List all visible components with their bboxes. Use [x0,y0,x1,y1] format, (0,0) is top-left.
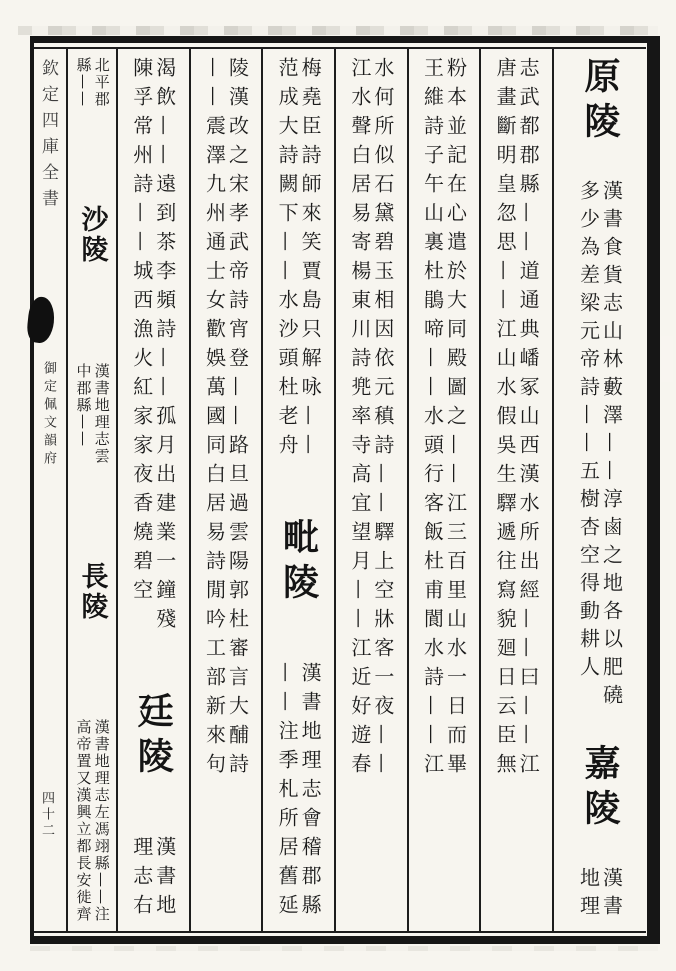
note-line-left: 縣—— [74,57,93,108]
annotation-note [276,57,321,463]
annotation-note [494,57,539,782]
page-frame [30,36,660,944]
note-line-left: 地理 [576,866,601,923]
folio-number: 四十二 [39,791,54,839]
annotation-note [131,57,176,637]
note-line-left: 江水聲白居易寄楊東川詩兠率寺高宜望月——江近好遊春 [347,57,372,782]
series-title: 欽定四庫全書 [38,59,58,215]
entry-headword: 廷陵 [132,691,175,782]
note-line-right: 陵漢改之宋孝武帝詩宵登——路旦過雲陽郭杜審言大酺詩 [225,57,250,782]
folio-margin-column [34,49,66,931]
note-line-left: 王維詩子午山裏杜鵑啼——水頭行客飯杜甫閬水詩——江 [420,57,445,782]
annotation-note [74,57,110,108]
note-line-right: 漢書地理志會稽郡縣 [298,662,323,923]
note-line-left: 高帝置又漢興立都長安徙齊 [74,719,93,923]
note-line-right: 渴飲——遠到茶李頻詩——孤月出建業一鐘殘 [152,57,177,637]
note-line-left: 唐畫斷明皇忽思——江山水假吳生驛遞往寫貌廻日云臣無 [493,57,518,782]
note-line-left: ——震澤九州通士女歡娛萬國同白居易詩閒吟工部新來句 [202,57,227,782]
note-line-right: 水何所似石黛碧玉相因依元稹詩——驛上空牀客一夜—— [370,57,395,782]
note-line-left: 理志右 [129,836,154,923]
note-line-right: 粉本並記在心遣於大同殿圖之——江三百里山水一日而畢 [443,57,468,782]
text-columns [66,49,646,931]
annotation-note [131,836,176,923]
entry-headword: 毗陵 [277,517,320,608]
text-column [189,49,262,931]
note-line-right: 漢書食貨志山林藪澤——淳鹵之地各以肥磽 [599,179,624,712]
annotation-note [74,363,110,465]
note-line-right: 漢書 [599,866,624,923]
text-column [479,49,552,931]
entry-headword: 長陵 [76,561,108,622]
scan-artifact-bottom [30,946,658,951]
scan-artifact-border-gap [661,652,673,678]
text-column [261,49,334,931]
note-line-left: ——注季札所居舊延 [275,662,300,923]
scan-artifact-top [18,26,658,35]
note-line-right: 北平郡 [92,57,111,108]
text-column [334,49,407,931]
note-line-left: 范成大詩闕下——水沙頭杜老舟 [275,57,300,463]
annotation-note [74,719,110,923]
entry-headword: 嘉陵 [579,744,621,835]
note-line-right: 漢書地理志雲 [92,362,111,465]
note-line-right: 漢書地 [152,836,177,923]
annotation-note [276,662,321,923]
note-line-left: 陳孚常州詩——城西漁火紅家家夜香燒碧空 [129,57,154,608]
annotation-note [203,57,248,782]
entry-headword: 原陵 [579,57,621,147]
note-line-right: 漢書地理志左馮翊縣——注 [92,719,111,923]
annotation-note [421,57,466,782]
entry-headword: 沙陵 [76,205,108,266]
scan-artifact-border-gap [661,336,673,382]
note-line-right: 志武都郡縣——道通典嶓冢山西漢水所出經——曰——江 [516,57,541,782]
text-column [116,49,189,931]
text-column [66,49,116,931]
annotation-note [578,867,623,923]
annotation-note [578,180,623,712]
annotation-note [349,57,394,782]
text-column [407,49,480,931]
note-line-right: 梅堯臣詩師來笑賈島只解咏—— [298,57,323,463]
text-column [552,49,646,931]
note-line-left: 多少為差梁元帝詩——五樹杏空得動耕人 [576,179,601,684]
book-title: 御定佩文韻府 [41,361,56,469]
ink-mark [26,296,57,344]
note-line-left: 中郡縣—— [74,362,93,448]
frame-inner [34,47,646,933]
